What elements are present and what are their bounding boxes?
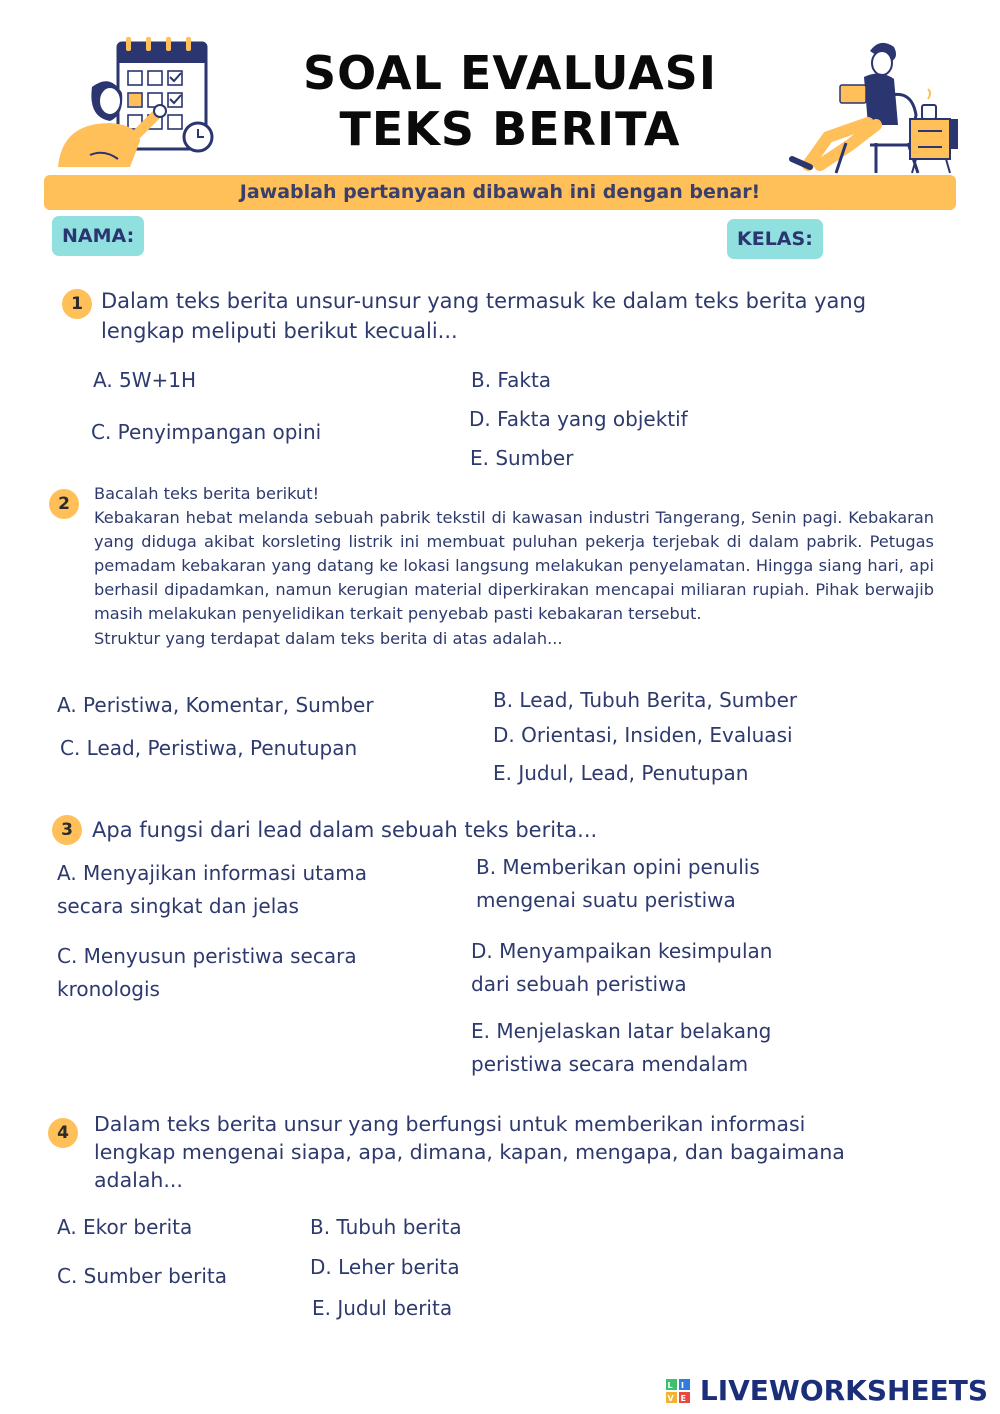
question-2-passage: Kebakaran hebat melanda sebuah pabrik tekstil di kawasan industri Tangerang, Senin pagi. Kebakaran yang diduga akibat korsleting listrik ini membuat puluhan pekerja terjebak di dalam pabrik. Petugas pemadam kebakaran yang datang ke lokasi langsung melakukan penyelamatan. Hingga siang hari, api berhasil dipadamkan, namun kerugian material diperkirakan mencapai miliaran rupiah. Pihak berwajib masih melakukan penyelidikan terkait penyebab pasti kebakaran tersebut.	[94, 508, 934, 624]
question-1-option-b[interactable]: B. Fakta	[471, 368, 552, 392]
question-1-number: 1	[62, 289, 92, 319]
question-3-option-d-line-1: D. Menyampaikan kesimpulan	[471, 939, 773, 963]
question-3-number: 3	[52, 815, 82, 845]
question-3-text: Apa fungsi dari lead dalam sebuah teks berita...	[92, 818, 598, 842]
question-3-option-e[interactable]	[471, 1015, 771, 1081]
question-1-option-c[interactable]: C. Penyimpangan opini	[91, 420, 322, 444]
question-1-option-d[interactable]: D. Fakta yang objektif	[469, 407, 688, 431]
question-3-option-b-line-1: B. Memberikan opini penulis	[476, 855, 760, 879]
question-2-intro: Bacalah teks berita berikut!	[94, 484, 320, 503]
question-3-option-b-line-2: mengenai suatu peristiwa	[476, 888, 736, 912]
brand-name: LIVEWORKSHEETS	[699, 1374, 988, 1407]
logo-letter-e: E	[680, 1394, 687, 1403]
question-3-option-d-line-2: dari sebuah peristiwa	[471, 972, 687, 996]
question-4-option-e[interactable]: E. Judul berita	[312, 1296, 453, 1320]
question-2-option-a[interactable]: A. Peristiwa, Komentar, Sumber	[57, 693, 374, 717]
question-1-text: Dalam teks berita unsur-unsur yang termasuk ke dalam teks berita yang lengkap meliputi berikut kecuali...	[101, 289, 867, 343]
question-2-passage-block	[94, 482, 934, 651]
name-field[interactable]	[52, 216, 144, 256]
instruction-banner: Jawablah pertanyaan dibawah ini dengan benar!	[44, 175, 956, 210]
title-line-1: SOAL EVALUASI	[303, 46, 717, 100]
page-title	[230, 45, 790, 157]
title-line-2: TEKS BERITA	[339, 102, 681, 156]
question-3-option-e-line-2: peristiwa secara mendalam	[471, 1052, 749, 1076]
question-4-text: Dalam teks berita unsur yang berfungsi untuk memberikan informasi lengkap mengenai siapa, apa, dimana, kapan, mengapa, dan bagaimana adalah...	[94, 1112, 845, 1192]
question-3-option-a-line-1: A. Menyajikan informasi utama	[57, 861, 367, 885]
question-3-option-c[interactable]	[57, 940, 357, 1006]
question-2-option-e[interactable]: E. Judul, Lead, Penutupan	[493, 761, 749, 785]
question-4-option-d[interactable]: D. Leher berita	[310, 1255, 460, 1279]
question-2-number: 2	[49, 489, 79, 519]
question-4-option-c[interactable]: C. Sumber berita	[57, 1264, 227, 1288]
question-4-option-b[interactable]: B. Tubuh berita	[310, 1215, 462, 1239]
reading-man-illustration	[780, 35, 965, 175]
liveworksheets-brand[interactable]	[666, 1374, 988, 1407]
question-3-option-c-line-2: kronologis	[57, 977, 160, 1001]
question-3-option-c-line-1: C. Menyusun peristiwa secara	[57, 944, 357, 968]
question-2-option-c[interactable]: C. Lead, Peristiwa, Penutupan	[60, 736, 358, 760]
question-2-option-d[interactable]: D. Orientasi, Insiden, Evaluasi	[493, 723, 793, 747]
logo-letter-i: I	[681, 1381, 685, 1390]
calendar-woman-illustration	[50, 35, 220, 175]
question-3-option-d[interactable]	[471, 935, 772, 1001]
question-3-option-a-line-2: secara singkat dan jelas	[57, 894, 299, 918]
question-1-option-a[interactable]: A. 5W+1H	[93, 368, 197, 392]
logo-letter-l: L	[667, 1381, 673, 1390]
class-label: KELAS:	[737, 228, 813, 250]
question-3-option-a[interactable]	[57, 857, 367, 923]
question-4-number: 4	[48, 1118, 78, 1148]
question-4-option-a[interactable]: A. Ekor berita	[57, 1215, 193, 1239]
question-2-option-b[interactable]: B. Lead, Tubuh Berita, Sumber	[493, 688, 798, 712]
class-field[interactable]	[727, 219, 823, 259]
question-3-option-e-line-1: E. Menjelaskan latar belakang	[471, 1019, 772, 1043]
logo-letter-v: V	[667, 1394, 674, 1403]
name-label: NAMA:	[62, 225, 135, 247]
question-2-text: Struktur yang terdapat dalam teks berita di atas adalah...	[94, 628, 563, 648]
question-1-option-e[interactable]: E. Sumber	[470, 446, 574, 470]
liveworksheets-logo-icon	[666, 1379, 690, 1403]
question-3-option-b[interactable]	[476, 851, 760, 917]
